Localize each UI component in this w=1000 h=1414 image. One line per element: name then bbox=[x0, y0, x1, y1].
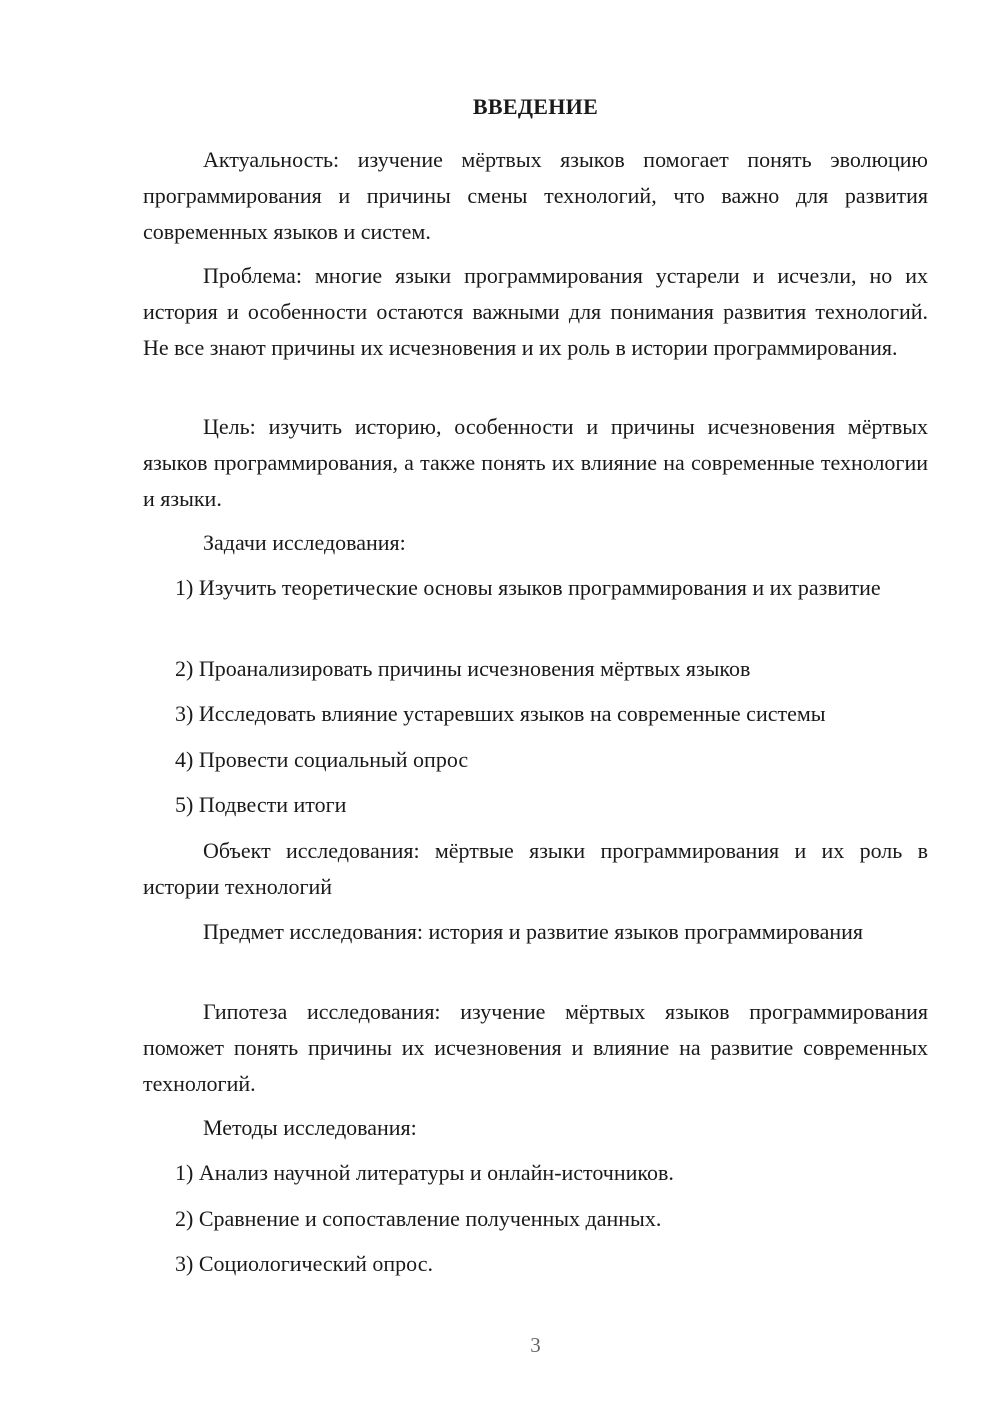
task-item-1: 1) Изучить теоретические основы языков программирования и их развитие bbox=[175, 575, 881, 600]
method-item-2: 2) Сравнение и сопоставление полученных данных. bbox=[175, 1206, 662, 1231]
document-page bbox=[143, 0, 928, 1414]
subject-paragraph: Предмет исследования: история и развитие языков программирования bbox=[203, 919, 863, 944]
relevance-paragraph: Актуальность: изучение мёртвых языков помогает понять эволюцию программирования и причины смены технологий, что важно для развития современных языков и систем. bbox=[143, 147, 928, 244]
page-number: 3 bbox=[530, 1333, 541, 1357]
method-item-3: 3) Социологический опрос. bbox=[175, 1251, 433, 1276]
task-item-3: 3) Исследовать влияние устаревших языков на современные системы bbox=[175, 701, 826, 726]
methods-title: Методы исследования: bbox=[203, 1115, 417, 1140]
task-item-4: 4) Провести социальный опрос bbox=[175, 747, 469, 772]
object-paragraph: Объект исследования: мёртвые языки программирования и их роль в истории технологий bbox=[143, 838, 928, 899]
tasks-title: Задачи исследования: bbox=[203, 530, 406, 555]
task-item-5: 5) Подвести итоги bbox=[175, 792, 347, 817]
goal-paragraph: Цель: изучить историю, особенности и причины исчезновения мёртвых языков программирования, а также понять их влияние на современные технологии и языки. bbox=[143, 414, 928, 511]
task-item-2: 2) Проанализировать причины исчезновения мёртвых языков bbox=[175, 656, 751, 681]
method-item-1: 1) Анализ научной литературы и онлайн-источников. bbox=[175, 1160, 674, 1185]
hypothesis-paragraph: Гипотеза исследования: изучение мёртвых языков программирования поможет понять причины их исчезновения и влияние на развитие современных технологий. bbox=[143, 999, 928, 1096]
section-heading: ВВЕДЕНИЕ bbox=[472, 94, 599, 119]
problem-paragraph: Проблема: многие языки программирования устарели и исчезли, но их история и особенности остаются важными для понимания развития технологий. Не все знают причины их исчезновения и их роль в истории программирования. bbox=[143, 263, 928, 360]
